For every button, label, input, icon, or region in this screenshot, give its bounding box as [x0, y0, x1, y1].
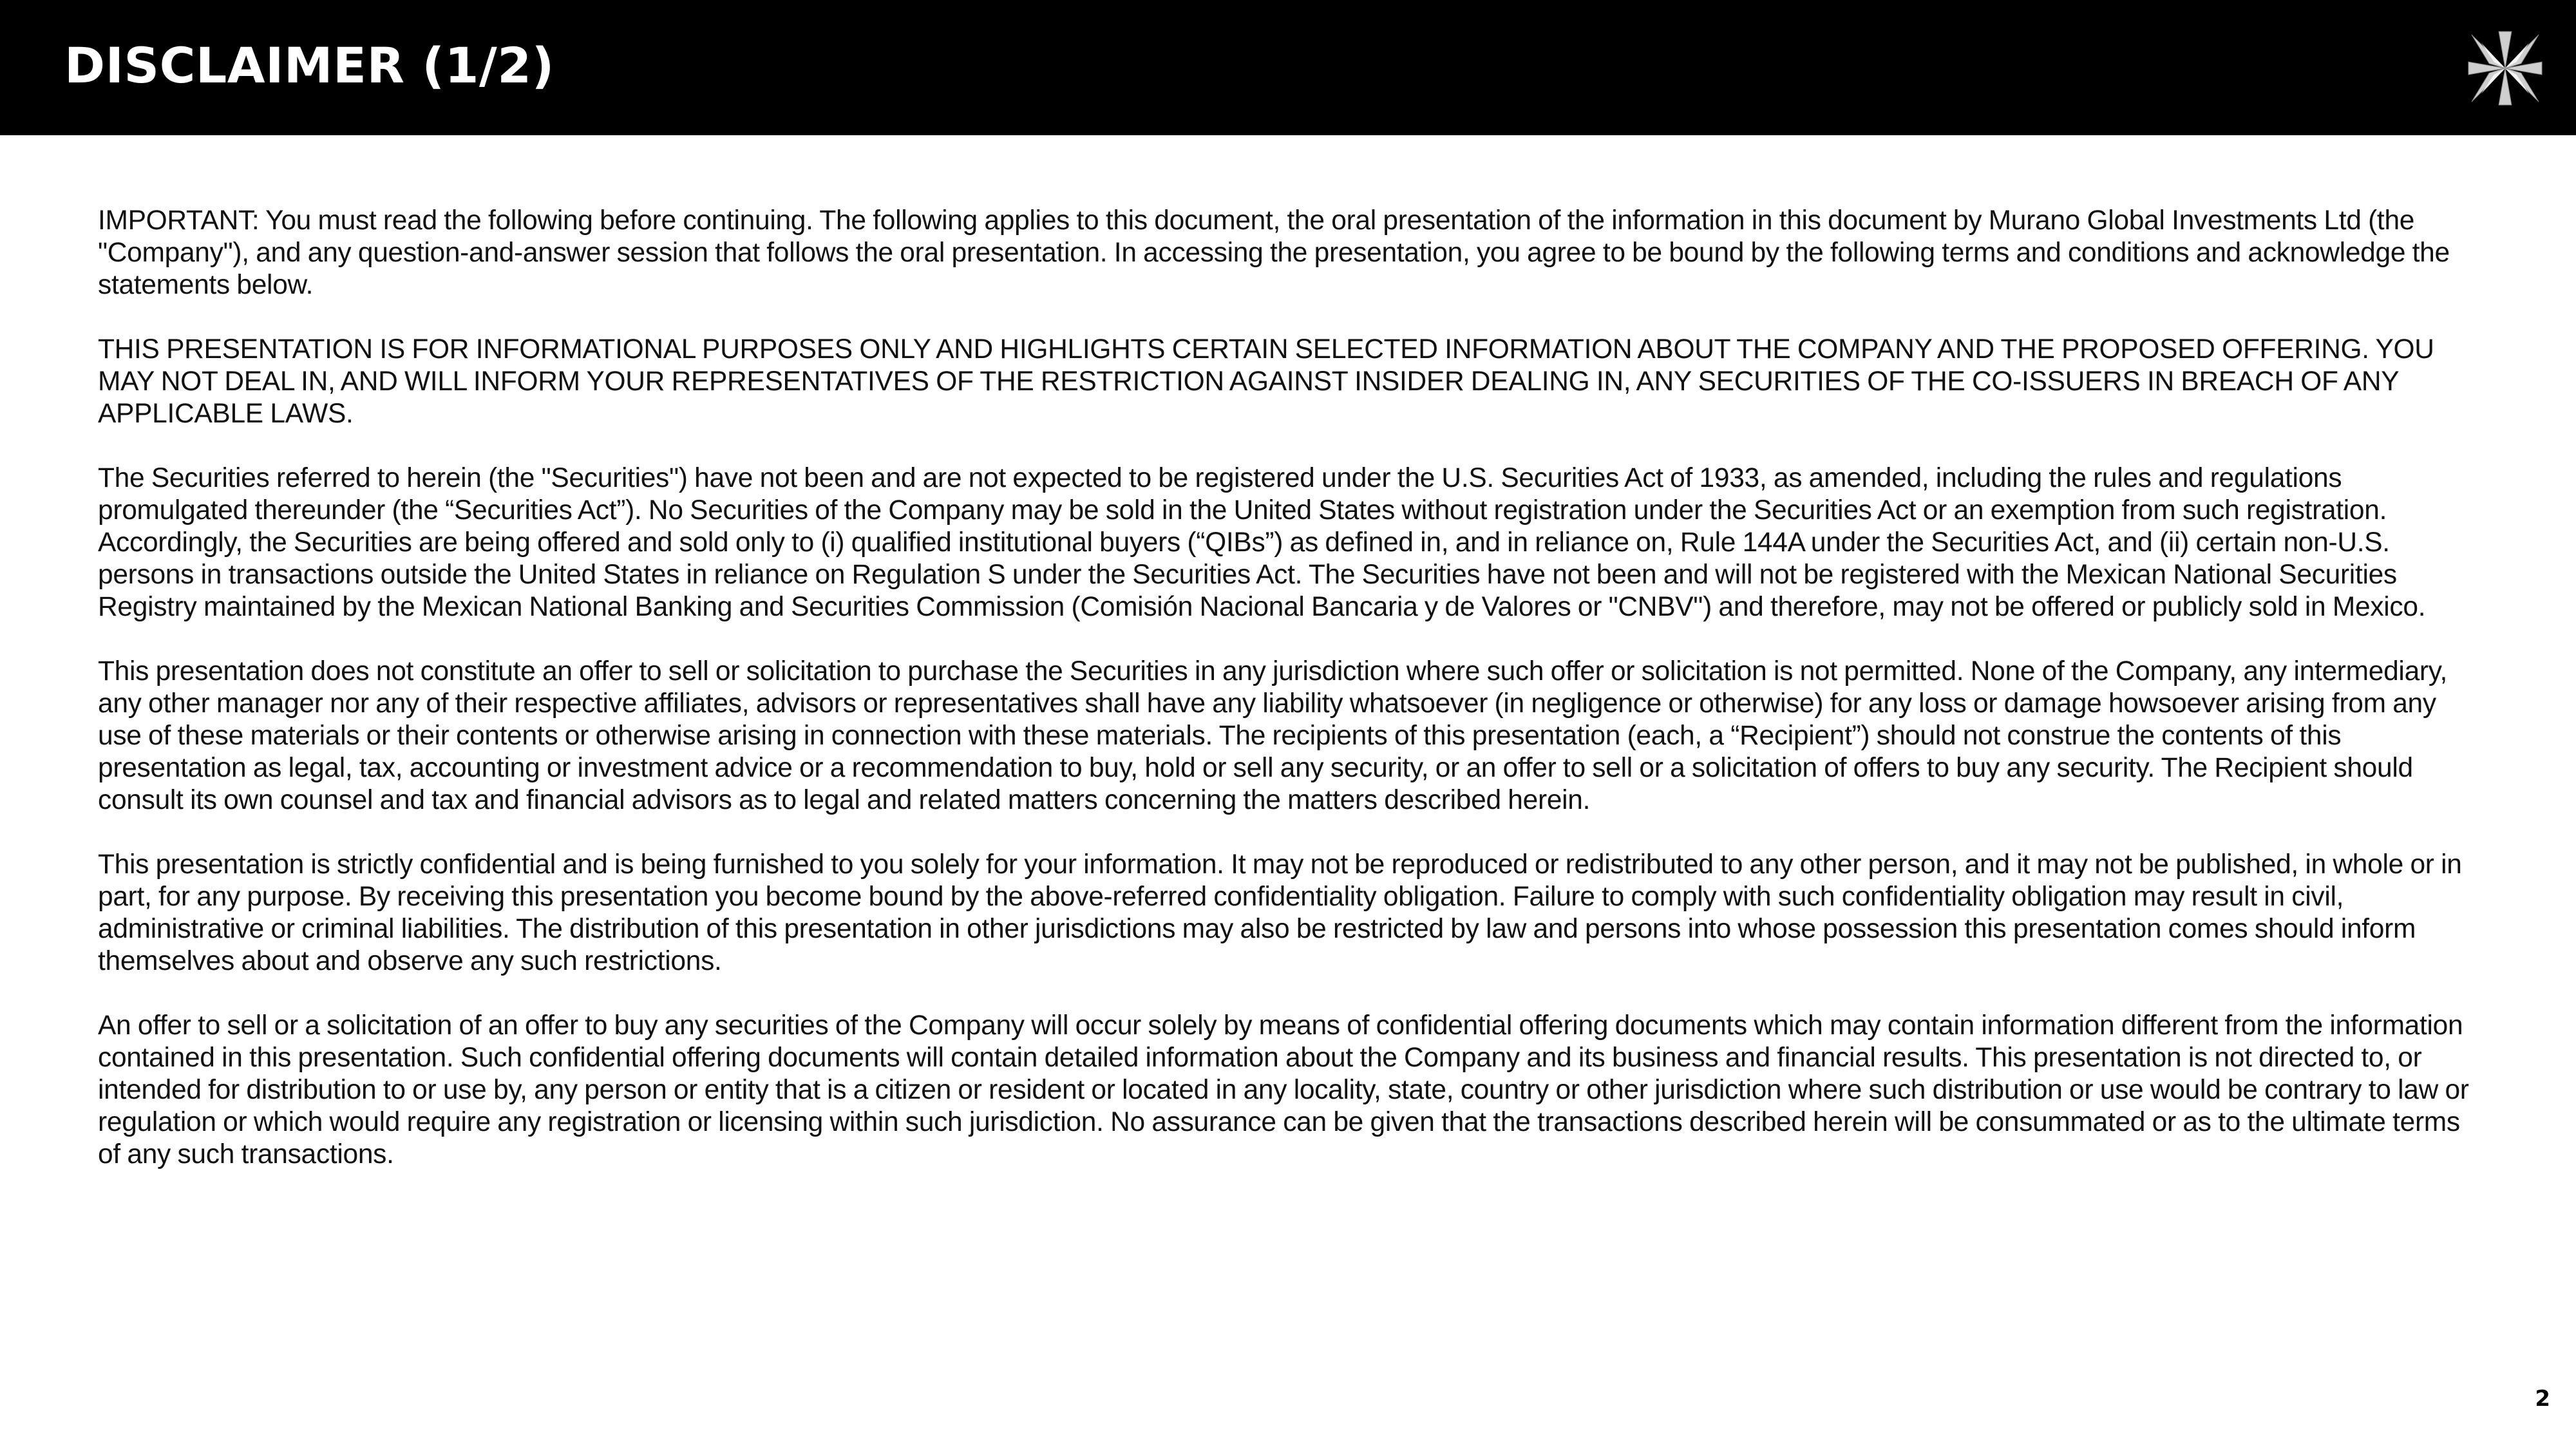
disclaimer-body	[98, 205, 2481, 1203]
page-title: DISCLAIMER (1/2)	[64, 37, 554, 94]
disclaimer-paragraph-securities: The Securities referred to herein (the "Securities") have not been and are not expected to be registered under the U.S. Securities Act of 1933, as amended, including the rules and regulations promulgated thereunder (the “Securities Act”). No Securities of the Company may be sold in the United States without registration under the Securities Act or an exemption from such registration. Accordingly, the Securities are being offered and sold only to (i) qualified institutional buyers (“QIBs”) as defined in, and in reliance on, Rule 144A under the Securities Act, and (ii) certain non-U.S. persons in transactions outside the United States in reliance on Regulation S under the Securities Act. The Securities have not been and will not be registered with the Mexican National Securities Registry maintained by the Mexican National Banking and Securities Commission (Comisión Nacional Bancaria y de Valores or "CNBV") and therefore, may not be offered or publicly sold in Mexico.	[98, 463, 2426, 622]
disclaimer-paragraph-no-offer: This presentation does not constitute an offer to sell or solicitation to purchase the Securities in any jurisdiction where such offer or solicitation is not permitted. None of the Company, any intermediary, any other manager nor any of their respective affiliates, advisors or representatives shall have any liability whatsoever (in negligence or otherwise) for any loss or damage howsoever arising from any use of these materials or their contents or otherwise arising in connection with these materials. The recipients of this presentation (each, a “Recipient”) should not construe the contents of this presentation as legal, tax, accounting or investment advice or a recommendation to buy, hold or sell any security, or an offer to sell or a solicitation of offers to buy any security. The Recipient should consult its own counsel and tax and financial advisors as to legal and related matters concerning the matters described herein.	[98, 656, 2448, 815]
disclaimer-paragraph-informational: THIS PRESENTATION IS FOR INFORMATIONAL PURPOSES ONLY AND HIGHLIGHTS CERTAIN SELECTED INFORMATION ABOUT THE COMPANY AND THE PROPOSED OFFERING. YOU MAY NOT DEAL IN, AND WILL INFORM YOUR REPRESENTATIVES OF THE RESTRICTION AGAINST INSIDER DEALING IN, ANY SECURITIES OF THE CO-ISSUERS IN BREACH OF ANY APPLICABLE LAWS.	[98, 334, 2434, 429]
disclaimer-paragraph-offering-documents: An offer to sell or a solicitation of an offer to buy any securities of the Company will occur solely by means of confidential offering documents which may contain information different from the information contained in this presentation. Such confidential offering documents will contain detailed information about the Company and its business and financial results. This presentation is not directed to, or intended for distribution to or use by, any person or entity that is a citizen or resident or located in any locality, state, country or other jurisdiction where such distribution or use would be contrary to law or regulation or which would require any registration or licensing within such jurisdiction. No assurance can be given that the transactions described herein will be consummated or as to the ultimate terms of any such transactions.	[98, 1010, 2469, 1170]
disclaimer-paragraph-confidential: This presentation is strictly confidential and is being furnished to you solely for your information. It may not be reproduced or redistributed to any other person, and it may not be published, in whole or in part, for any purpose. By receiving this presentation you become bound by the above-referred confidentiality obligation. Failure to comply with such confidentiality obligation may result in civil, administrative or criminal liabilities. The distribution of this presentation in other jurisdictions may also be restricted by law and persons into whose possession this presentation comes should inform themselves about and observe any such restrictions.	[98, 849, 2462, 976]
page-number: 2	[2535, 1386, 2550, 1412]
disclaimer-paragraph-important: IMPORTANT: You must read the following before continuing. The following applies to this document, the oral presentation of the information in this document by Murano Global Investments Ltd (the "Company"), and any question-and-answer session that follows the oral presentation. In accessing the presentation, you agree to be bound by the following terms and conditions and acknowledge the statements below.	[98, 205, 2450, 300]
header-bar	[0, 0, 2576, 135]
murano-star-logo-icon	[2465, 28, 2545, 108]
